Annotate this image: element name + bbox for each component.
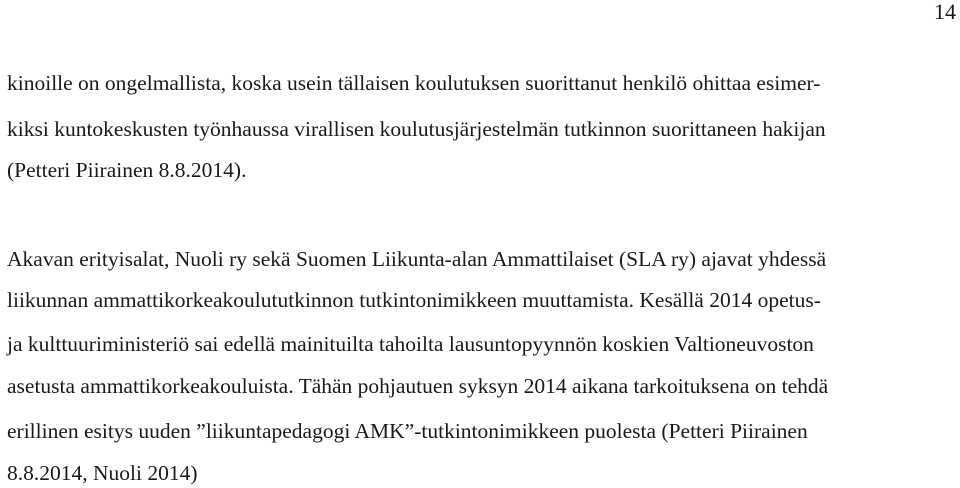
page-number: 14 [934,0,956,24]
text-line: asetusta ammattikorkeakouluista. Tähän pohjautuen syksyn 2014 aikana tarkoituksena on tehdä [7,374,829,398]
text-line: Akavan erityisalat, Nuoli ry sekä Suomen Liikunta-alan Ammattilaiset (SLA ry) ajavat yhdessä [7,247,827,271]
text-line: kiksi kuntokeskusten työnhaussa virallisen koulutusjärjestelmän tutkinnon suorittaneen hakijan [7,117,826,141]
text-line: ja kulttuuriministeriö sai edellä mainituilta tahoilta lausuntopyynnön koskien Valtioneuvoston [7,332,814,356]
text-line: (Petteri Piirainen 8.8.2014). [7,158,247,182]
text-line: kinoille on ongelmallista, koska usein tällaisen koulutuksen suorittanut henkilö ohittaa esimer- [7,71,821,95]
text-line: erillinen esitys uuden ”liikuntapedagogi AMK”-tutkintonimikkeen puolesta (Petteri Piirainen [7,419,808,443]
text-line: 8.8.2014, Nuoli 2014) [7,461,198,485]
text-line: liikunnan ammattikorkeakoulututkinnon tutkintonimikkeen muuttamista. Kesällä 2014 opetus- [7,288,821,312]
